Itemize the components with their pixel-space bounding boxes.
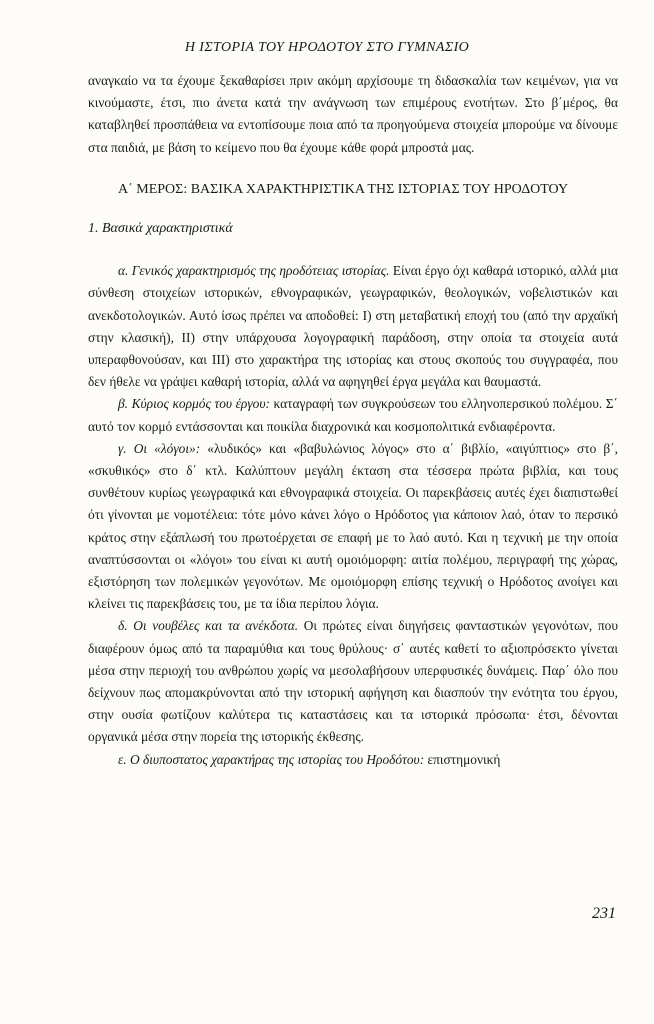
paragraph-e [88,749,618,771]
page-body [88,70,618,771]
paragraph-c-text: «λυδικός» και «βαβυλώνιος λόγος» στο α΄ βιβλίο, «αιγύπτιος» στο β΄, «σκυθικός» στο δ΄ κτλ. Καλύπτουν μεγάλη έκταση στα τέσσερα πρώτα βιβλία, και τους συνθέτουν κυρίως γεωγραφικά και εθνογραφικά στοιχεία. Οι παρεκβάσεις αυτές έχει διαπιστωθεί ότι γίνονται με νομοτέλεια: τότε μόνο κάνει λόγο ο Ηρόδοτος για κάποιον λαό, όταν το περσικό κράτος στην εξάπλωσή του πρωτοέρχεται σε επαφή με το λαό αυτό. Και η τεχνική με την οποία αναπτύσσονται οι «λόγοι» του είναι κι αυτή ομοιόμορφη: αιτία πολέμου, περιγραφή της χώρας, εξιστόρηση των πολεμικών γεγονότων. Με ομοιόμορφη επίσης τεχνική ο Ηρόδοτος ανοίγει και κλείνει τις παρεκβάσεις του, με τα ίδια περίπου λόγια. [88,440,618,612]
section-title: Α΄ ΜΕΡΟΣ: ΒΑΣΙΚΑ ΧΑΡΑΚΤΗΡΙΣΤΙΚΑ ΤΗΣ ΙΣΤΟΡΙΑΣ ΤΟΥ ΗΡΟΔΟΤΟΥ [118,181,569,197]
paragraph-d-heading: δ. Οι νουβέλες και τα ανέκδοτα. [118,618,299,634]
intro-paragraph: αναγκαίο να τα έχουμε ξεκαθαρίσει πριν ακόμη αρχίσουμε τη διδασκαλία των κειμένων, για να κινούμαστε, έτσι, πιο άνετα κατά την ανάγνωση των επιμέρους ενοτήτων. Στο β΄μέρος, θα καταβληθεί προσπάθεια να εντοπίσουμε ποια από τα προηγούμενα στοιχεία μπορούμε να δίνουμε στα παιδιά, με βάση το κείμενο που θα έχουμε κάθε φορά μπροστά μας. [88,73,618,155]
paragraph-a [88,260,618,393]
paragraph-d [88,615,618,748]
subsection-title: 1. Βασικά χαρακτηριστικά [88,221,233,237]
paragraph-b [88,393,618,437]
paragraph-b-text: καταγραφή των συγκρούσεων του ελληνοπερσικού πολέμου. Σ΄ αυτό τον κορμό εντάσσονται και ποικίλα διαχρονικά και κοσμοπολιτικά ενδιαφέροντα. [88,396,619,434]
running-title: Η ΙΣΤΟΡΙΑ ΤΟΥ ΗΡΟΔΟΤΟΥ ΣΤΟ ΓΥΜΝΑΣΙΟ [184,40,470,55]
paragraph-e-heading: ε. Ο διυποστατος χαρακτήρας της ιστορίας του Ηροδότου: [118,751,425,767]
paragraph-b-heading: β. Κύριος κορμός του έργου: [118,396,270,412]
paragraph-c-heading: γ. Οι «λόγοι»: [118,440,201,456]
paragraph-a-text: Είναι έργο όχι καθαρά ιστορικό, αλλά μια σύνθεση στοιχείων ιστορικών, εθνογραφικών, γεωγραφικών, θεολογικών, νοβελιστικών και ανεκδοτολογικών. Αυτό ίσως πρέπει να αποδοθεί: Ι) στη μεταβατική εποχή του (από την αρχαϊκή στην κλασική), ΙΙ) στην υπάρχουσα λογογραφική παράδοση, στην οποία τα στοιχεία αυτά υπεραφθονούσαν, και ΙΙΙ) στο χαρακτήρα της ιστορίας και στους σκοπούς του συγγραφέα, που δεν ήθελε να γράψει καθαρή ιστορία, αλλά να αφηγηθεί έργα μεγάλα και θαυμαστά. [88,263,618,390]
paragraph-d-text: Οι πρώτες είναι διηγήσεις φανταστικών γεγονότων, που διαφέρουν όμως από τα παραμύθια και τους θρύλους· σ΄ αυτές καθετί το αξιοπρόσεκτο γίνεται μέσα στην περιοχή του ανθρώπου χωρίς να μεσολαβήσουν υπερφυσικές δυνάμεις. Παρ΄ όλο που δείχνουν πως απομακρύνονται από την ιστορική αφήγηση και διασπούν την ενότητα του έργου, στην ουσία φωτίζουν καλύτερα τις καταστάσεις και τα ιστορικά πρόσωπα· έτσι, δένονται οργανικά μέσα στην πορεία της ιστορικής έκθεσης. [88,618,618,745]
paragraph-a-heading: α. Γενικός χαρακτηρισμός της ηροδότειας ιστορίας. [118,263,390,279]
paragraph-c [88,438,618,616]
paragraph-e-text: επιστημονική [424,751,501,767]
page-number: 231 [592,905,616,922]
